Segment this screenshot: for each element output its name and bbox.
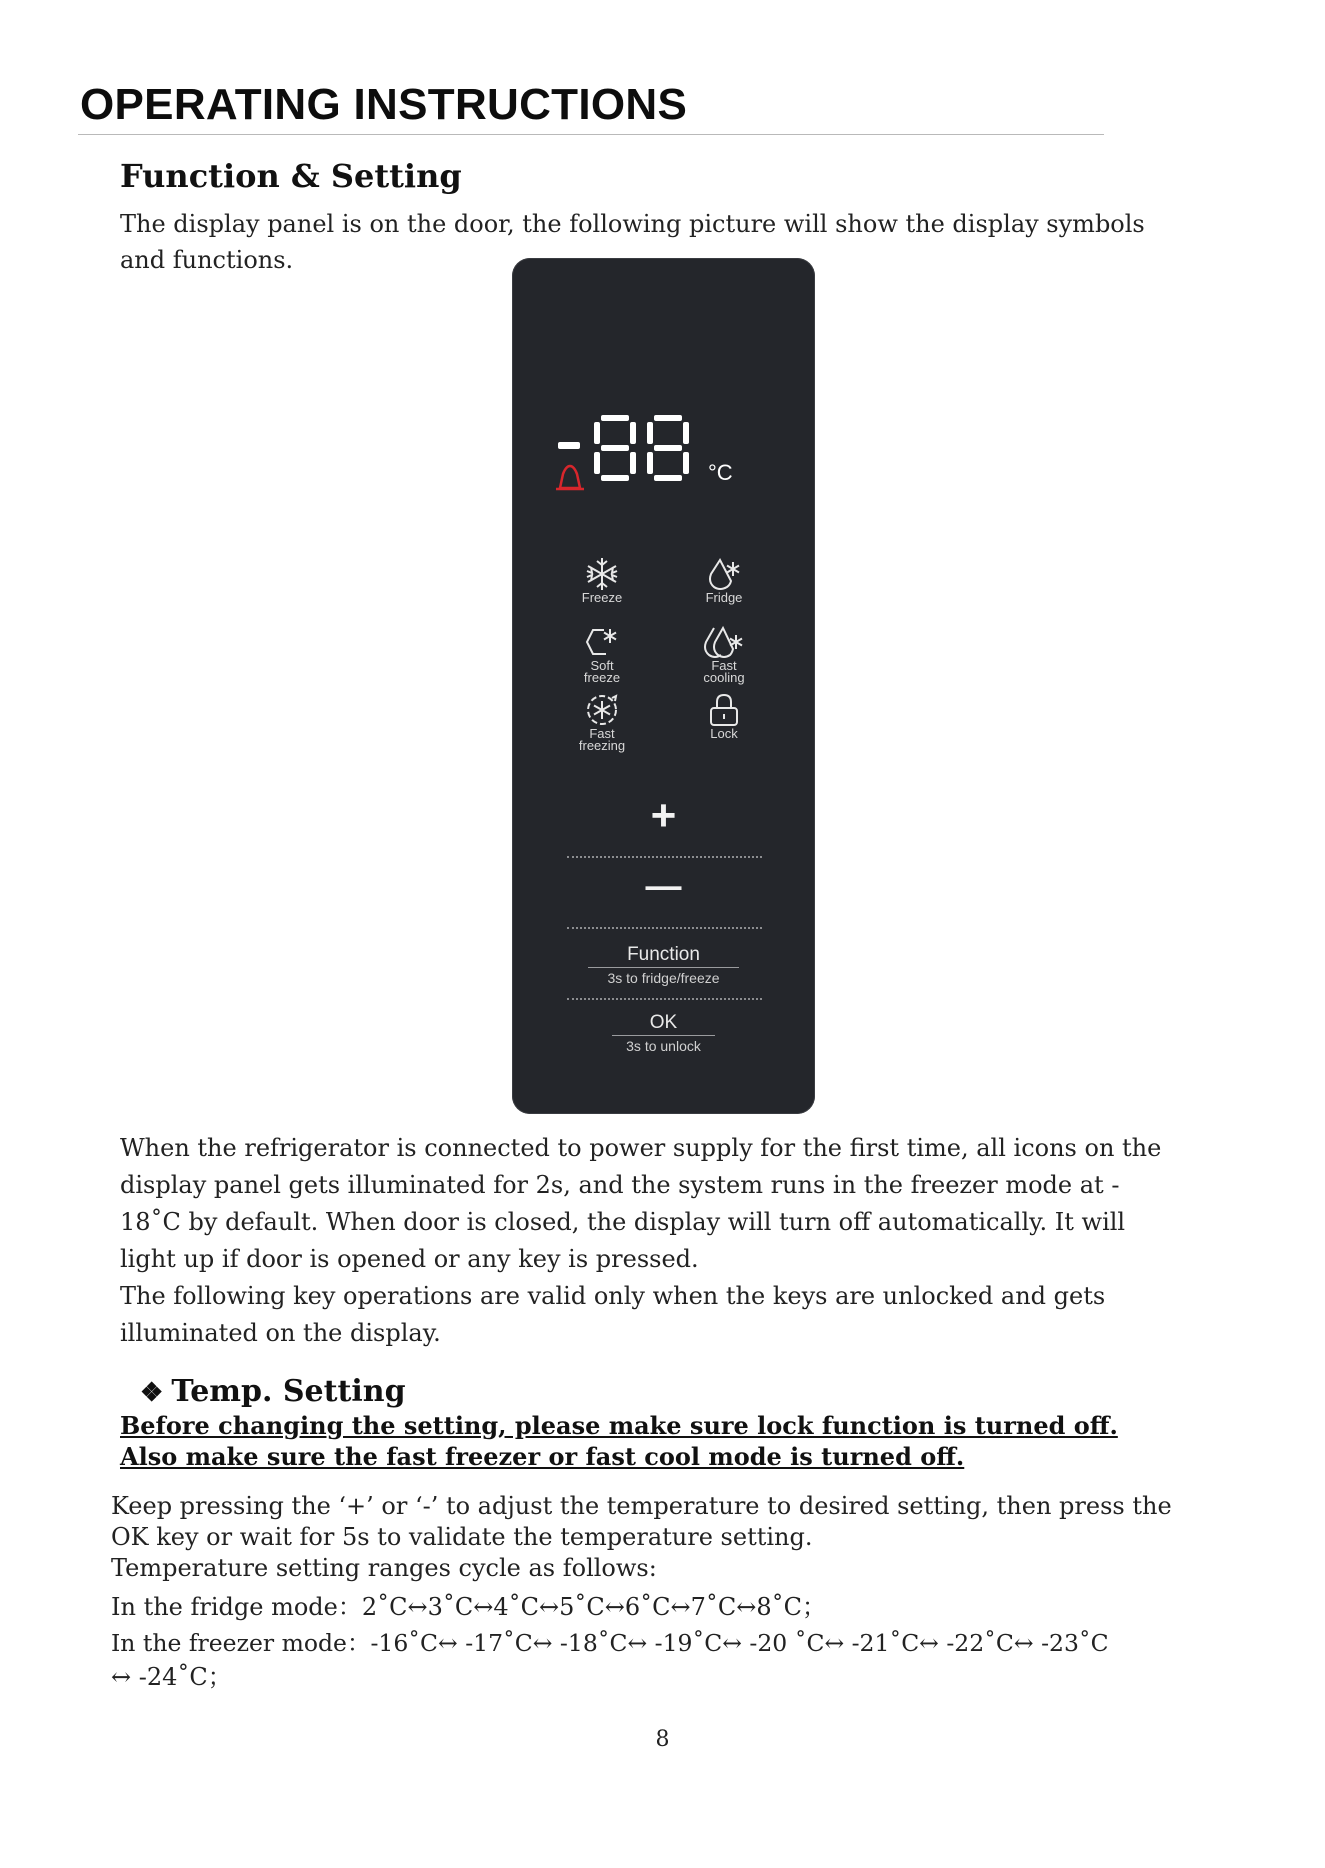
fast-cooling-indicator (664, 624, 784, 684)
warning-line: Also make sure the fast freezer or fast cool mode is turned off. (120, 1442, 965, 1471)
fridge-label: Fridge (705, 590, 743, 605)
ok-key[interactable]: OK (649, 1012, 678, 1033)
fridge-indicator (664, 556, 784, 604)
alarm-bell-icon (556, 466, 584, 489)
ok-key-hint: 3s to unlock (626, 1038, 701, 1054)
fridge-range-line: In the fridge mode：2˚C↔3˚C↔4˚C↔5˚C↔6˚C↔7˚C↔8˚C； (111, 1593, 826, 1621)
body-line: When the refrigerator is connected to power supply for the first time, all icons on the (120, 1134, 1162, 1162)
section-title: Function & Setting (120, 157, 462, 195)
display-panel (512, 258, 815, 1114)
ok-key-underline (612, 1035, 715, 1036)
key-divider (567, 856, 762, 858)
page-title: OPERATING INSTRUCTIONS (80, 80, 688, 129)
snowflake-icon (582, 556, 622, 592)
temp-line: Temperature setting ranges cycle as follows: (111, 1554, 657, 1582)
function-key[interactable]: Function (627, 944, 700, 965)
freeze-label: Freeze (581, 590, 623, 605)
temp-line: Keep pressing the ‘+’ or ‘-’ to adjust the temperature to desired setting, then press the (111, 1492, 1172, 1520)
minus-segment (558, 442, 580, 449)
fast-freezing-indicator (542, 692, 662, 752)
freezer-range-line: In the freezer mode：-16˚C↔ -17˚C↔ -18˚C↔ -19˚C↔ -20 ˚C↔ -21˚C↔ -22˚C↔ -23˚C (111, 1629, 1109, 1657)
temp-line: OK key or wait for 5s to validate the temperature setting. (111, 1523, 813, 1551)
function-key-underline (588, 967, 739, 968)
warning-line: Before changing the setting, please make sure lock function is turned off. (120, 1411, 1118, 1440)
soft-freeze-indicator (542, 624, 662, 684)
fast-cooling-label: Fast cooling (703, 658, 745, 685)
fast-freezing-icon (582, 692, 622, 728)
function-key-hint: 3s to fridge/freeze (607, 970, 720, 986)
intro-line: and functions. (120, 246, 294, 274)
celsius-unit: °C (708, 460, 733, 485)
fast-freezing-label: Fast freezing (578, 726, 626, 753)
soft-freeze-label: Soft freeze (583, 658, 621, 685)
fridge-drop-icon (704, 556, 744, 592)
freezer-range-line-end: ↔ -24˚C； (111, 1663, 232, 1691)
digit-segments-1 (594, 415, 636, 481)
body-line: 18˚C by default. When door is closed, the display will turn off automatically. It will (120, 1208, 1126, 1236)
body-line: light up if door is opened or any key is pressed. (120, 1245, 699, 1273)
body-line: display panel gets illuminated for 2s, and the system runs in the freezer mode at - (120, 1171, 1120, 1199)
temp-setting-heading (140, 1374, 406, 1409)
minus-key[interactable]: — (645, 865, 682, 906)
page-number: 8 (655, 1727, 670, 1752)
key-divider (567, 998, 762, 1000)
fast-cooling-icon (702, 624, 746, 660)
intro-line: The display panel is on the door, the following picture will show the display symbols (120, 210, 1145, 238)
lock-label: Lock (710, 726, 738, 741)
body-line: illuminated on the display. (120, 1319, 441, 1347)
heading-divider (78, 134, 1104, 135)
key-divider (567, 927, 762, 929)
lock-indicator (664, 692, 784, 740)
temp-setting-title: Temp. Setting (171, 1374, 406, 1409)
plus-key[interactable]: + (650, 791, 677, 840)
body-line: The following key operations are valid only when the keys are unlocked and gets (120, 1282, 1106, 1310)
temperature-display (512, 258, 815, 518)
lock-icon (704, 692, 744, 728)
digit-segments-2 (647, 415, 689, 481)
soft-freeze-icon (582, 624, 622, 660)
diamond-bullet-icon: ❖ (140, 1378, 164, 1408)
freeze-indicator (542, 556, 662, 604)
